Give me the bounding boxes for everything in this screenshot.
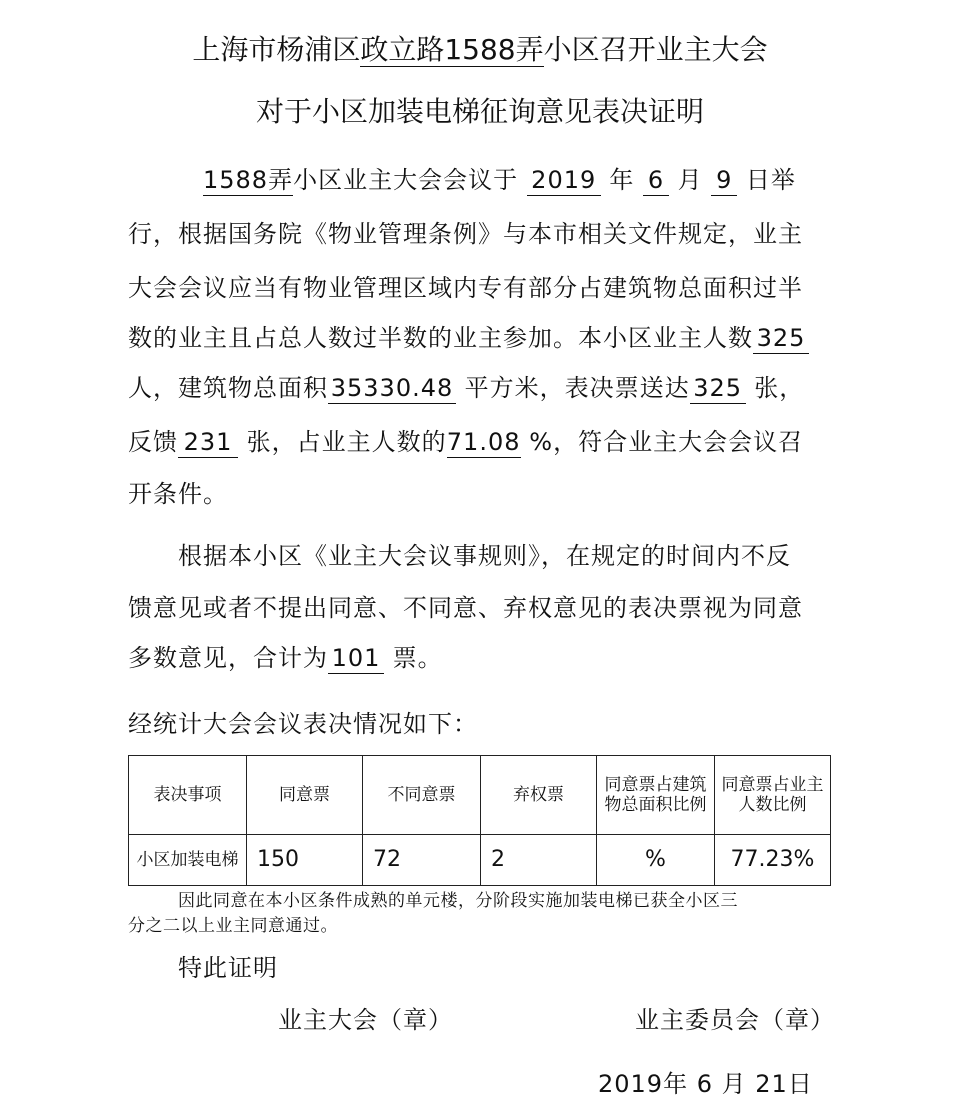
document-title-line1 <box>0 28 960 68</box>
meeting-day: 9 <box>711 167 737 196</box>
document-date <box>598 1064 813 1099</box>
ballots-sent: 325 <box>690 375 746 404</box>
date-day-label: 日 <box>787 1070 813 1098</box>
para1-line1 <box>203 160 796 196</box>
conclusion-line1: 因此同意在本小区条件成熟的单元楼，分阶段实施加装电梯已获全小区三 <box>178 891 738 911</box>
para1-text: 小区业主大会会议于 <box>293 166 519 194</box>
para1-line5-c: 张， <box>754 374 805 402</box>
table-header-row <box>129 756 831 835</box>
conclusion-line2: 分之二以上业主同意通过。 <box>128 916 338 936</box>
para2-line3-b: 票。 <box>392 644 443 672</box>
para1-line6-b: 张，占业主人数的 <box>246 428 447 456</box>
para1-line6-a: 反馈 <box>128 428 178 456</box>
date-day: 21 <box>755 1070 788 1098</box>
date-year: 2019 <box>598 1070 664 1098</box>
owner-count: 325 <box>753 325 809 354</box>
cell-owner-ratio: 77.23% <box>715 835 831 886</box>
cell-agree: 150 <box>247 835 363 886</box>
participation-pct: 71.08 <box>446 428 521 456</box>
para2-line2: 馈意见或者不提出同意、不同意、弃权意见的表决票视为同意 <box>128 594 803 622</box>
para2-line3-a: 多数意见，合计为 <box>128 644 328 672</box>
ballots-returned: 231 <box>178 429 238 458</box>
header-area-ratio: 同意票占建筑物总面积比例 <box>597 756 715 835</box>
title-address: 政立路1588弄 <box>360 33 544 66</box>
para1-line3: 大会会议应当有物业管理区域内专有部分占建筑物总面积过半 <box>128 274 803 302</box>
meeting-year: 2019 <box>527 167 601 196</box>
cell-area-ratio: % <box>597 835 715 886</box>
para1-line6-c: %，符合业主大会会议召 <box>529 428 804 456</box>
header-item: 表决事项 <box>129 756 247 835</box>
table-row <box>129 835 831 886</box>
stats-intro: 经统计大会会议表决情况如下： <box>128 710 478 738</box>
meeting-month: 6 <box>643 167 669 196</box>
date-month: 6 <box>696 1070 713 1098</box>
cell-abstain: 2 <box>481 835 597 886</box>
certify-text: 特此证明 <box>178 954 278 982</box>
para2-line3 <box>128 638 443 674</box>
vote-results-table <box>128 755 831 886</box>
para1-line4-text: 数的业主且占总人数过半数的业主参加。本小区业主人数 <box>128 324 753 352</box>
label-month: 月 <box>677 166 703 194</box>
document-title-line2: 对于小区加装电梯征询意见表决证明 <box>255 95 704 128</box>
para1-line5-a: 人，建筑物总面积 <box>128 374 328 402</box>
owners-assembly-seal: 业主大会（章） <box>278 1006 453 1034</box>
para1-line7: 开条件。 <box>128 480 228 508</box>
para1-line2: 行，根据国务院《物业管理条例》与本市相关文件规定，业主 <box>128 220 803 248</box>
header-owner-ratio: 同意票占业主人数比例 <box>715 756 831 835</box>
date-month-label: 月 <box>721 1070 747 1098</box>
owners-committee-seal: 业主委员会（章） <box>635 1006 835 1034</box>
para1-line5-b: 平方米，表决票送达 <box>464 374 690 402</box>
para1-line5 <box>128 368 804 404</box>
date-year-label: 年 <box>663 1070 689 1098</box>
para2-line1: 根据本小区《业主大会议事规则》，在规定的时间内不反 <box>178 542 791 570</box>
header-abstain: 弃权票 <box>481 756 597 835</box>
header-agree: 同意票 <box>247 756 363 835</box>
total-area: 35330.48 <box>328 375 456 404</box>
cell-disagree: 72 <box>363 835 481 886</box>
community-name: 1588弄 <box>203 166 294 194</box>
cell-item: 小区加装电梯 <box>129 835 247 886</box>
para1-line4 <box>128 318 809 354</box>
label-day: 日举 <box>745 166 796 194</box>
header-disagree: 不同意票 <box>363 756 481 835</box>
title-suffix: 小区召开业主大会 <box>543 33 768 66</box>
para1-line6 <box>128 422 803 458</box>
deemed-votes: 101 <box>328 645 384 674</box>
label-year: 年 <box>609 166 635 194</box>
title-prefix: 上海市杨浦区 <box>192 33 361 66</box>
